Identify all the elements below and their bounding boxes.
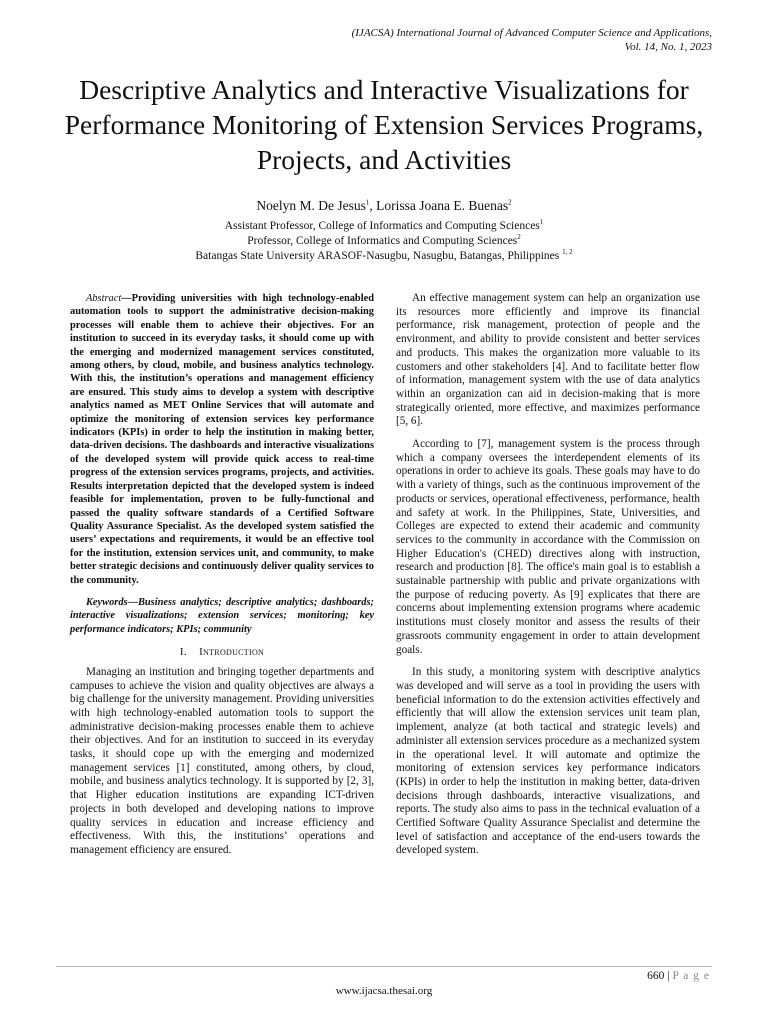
abstract-label: Abstract [86, 293, 122, 304]
author-name: Noelyn M. De Jesus [256, 198, 366, 213]
author-affil-mark: 1 [365, 198, 370, 207]
keywords-text: —Business analytics; descriptive analytics; dashboards; interactive visualizations; extension services; monitoring; key performance indicators; KPIs; community [70, 596, 374, 635]
body-paragraph: An effective management system can help an organization use its resources more efficiently and improve its financial performance, risk management, protection of people and the environment, and ability to provide consistent and better services and products. This makes the organization more valuable to its customers and other stakeholders [4]. And to facilitate better flow of information, management system with the use of data analytics within an organization can aid in decision-making that is more strategically oriented, more effective, and maximizes performance [5, 6]. [396, 292, 700, 428]
affiliation-mark: 2 [517, 233, 521, 242]
affiliation-line [0, 234, 768, 249]
affiliation-mark: 1, 2 [562, 248, 573, 257]
journal-volume: Vol. 14, No. 1, 2023 [624, 41, 712, 53]
journal-name: (IJACSA) International Journal of Advanced Computer Science and Applications, [351, 27, 712, 39]
section-heading [70, 646, 374, 660]
author-affil-mark: 2 [508, 198, 512, 207]
affiliation-text: Batangas State University ARASOF-Nasugbu, Nasugbu, Batangas, Philippines [195, 250, 560, 262]
affiliation-text: Assistant Professor, College of Informatics and Computing Sciences [224, 220, 540, 232]
author-name: Lorissa Joana E. Buenas [376, 198, 509, 213]
body-paragraph: According to [7], management system is the process through which a company oversees the interdependent elements of its operations in order to achieve its goals. These goals may have to do with a variety of things, such as the continuous improvement of the products or services, operational effectiveness, performance, health and safety at work. In the Philippines, State, Universities, and Colleges are expected to extend their academic and community services to the community in accordance with the Commission on Higher Education's (CHED) directives along with instruction, research and production [8]. The office's main goal is to establish a sustainable partnership with public and private organizations with the purpose of reducing poverty. As [9] explicates that there are concerns about implementing extension programs where academic institutions must closely monitor and assess the results of their grassroots community engagement in order to attain development goals. [396, 438, 700, 656]
page-separator: | [664, 970, 673, 982]
abstract [70, 292, 374, 587]
left-column [70, 292, 374, 867]
body-paragraph: In this study, a monitoring system with descriptive analytics was developed and will serve as a tool in providing the users with beneficial information to do the extension activities effectively and efficiently that will allow the extension services unit team plan, implement, analyze (at both tactical and strategic levels) and administer all extension services procedure as a mechanized system in the operational level. It will automate and optimize the monitoring of extension services key performance indicators (KPIs) in order to help the institution in making better, data-driven decisions through dashboards, interactive visualizations, and reports. The study also aims to pass in the technical evaluation of a Certified Software Quality Assurance Specialist and determine the level of satisfaction and acceptance of the end-users towards the developed system. [396, 666, 700, 857]
keywords-label: Keywords [86, 596, 128, 608]
affiliation-mark: 1 [539, 218, 544, 227]
author-list [0, 198, 768, 214]
page-label: P a g e [672, 970, 710, 982]
page-number [647, 970, 710, 982]
body-paragraph: Managing an institution and bringing together departments and campuses to achieve the vision and quality objectives are always a big challenge for the university management. Providing universities with high technology-enabled automation tools to support the administrative decision-making processes enable them to achieve their objectives. And for an institution to succeed in its everyday tasks, it should cope up with the emerging and modernized management services [1] constituted, among others, by cloud, mobile, and business analytics technology. It is supported by [2, 3], that Higher education institutions are expanding ICT-driven projects in both developed and developing nations to improve quality services in education and increase efficiency and effectiveness. With this, the institutions’ operations and management efficiency are ensured. [70, 665, 374, 856]
right-column [396, 292, 700, 867]
affiliation-text: Professor, College of Informatics and Computing Sciences [247, 235, 518, 247]
page-number-value: 660 [647, 970, 665, 982]
author-separator: , [369, 198, 377, 213]
section-number: I. [179, 646, 187, 659]
affiliation-line [0, 249, 768, 264]
affiliation-line [0, 219, 768, 234]
section-title: Introduction [199, 646, 265, 659]
affiliations [0, 219, 768, 264]
keywords [70, 596, 374, 636]
footer-url: www.ijacsa.thesai.org [335, 985, 433, 997]
abstract-text: —Providing universities with high technology-enabled automation tools to support the administrative decision-making processes will enable them to achieve their objectives. For an institution to succeed in its everyday tasks, it should come up with the emerging and modernized management services constituted, among others, by cloud, mobile, and business analytics technology. With this, the institution’s operations and management efficiency are ensured. This study aims to develop a system with descriptive analytics named as MET Online Services that will automate and optimize the monitoring of extension services key performance indicators (KPIs) in order to help the institution in making better, data-driven decisions. The dashboards and interactive visualizations of the developed system will provide quick access to real-time progress of the extension services programs, projects, and activities. Results interpretation depicted that the developed system is indeed feasible for implementation, proven to be fully-functional and passed the quality software standards of a Certified Software Quality Assurance Specialist. As the developed system satisfied the users’ expectations and requirements, it would be an effective tool for the institution, extension services unit, and community, to make better strategic decisions and continuously deliver quality services to the community. [70, 293, 374, 586]
journal-header [232, 26, 712, 54]
footer-divider [56, 966, 712, 967]
paper-title: Descriptive Analytics and Interactive Visualizations for Performance Monitoring of Extension Services Programs, Projects, and Activities [64, 74, 704, 175]
